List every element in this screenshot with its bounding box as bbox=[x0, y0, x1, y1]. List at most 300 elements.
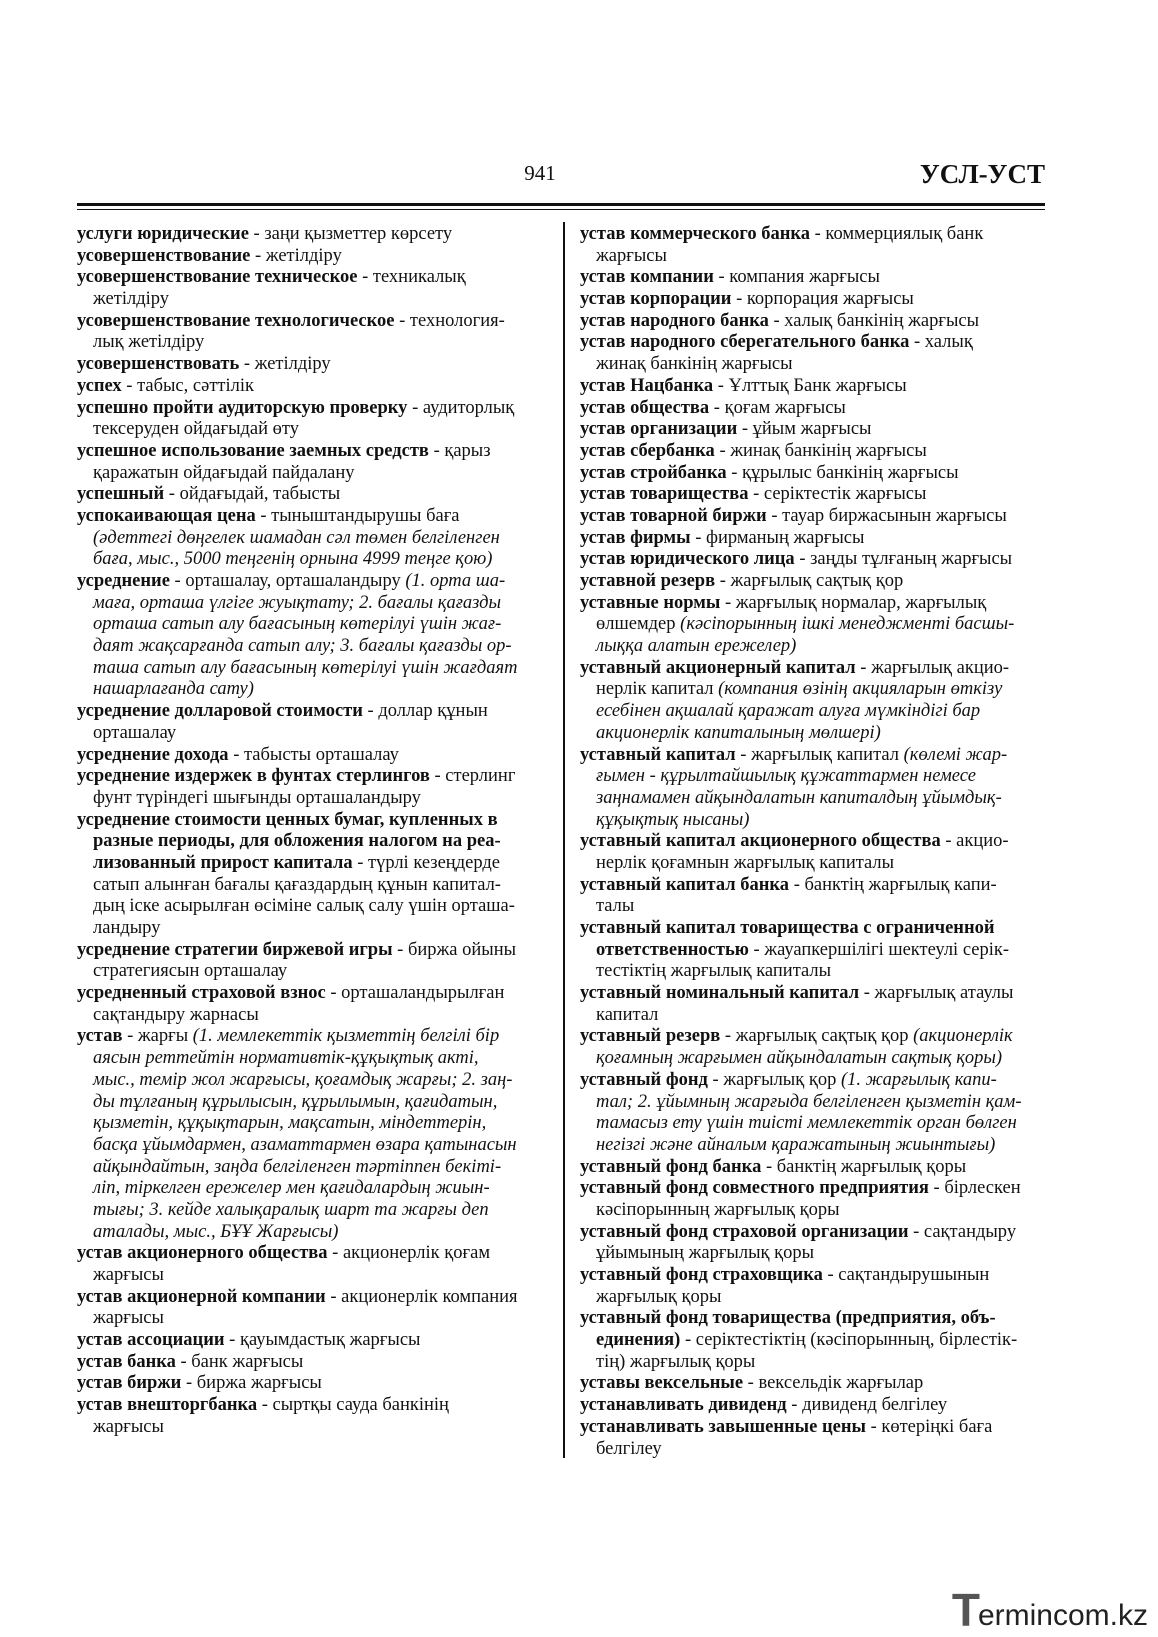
entry-definition: - банктің жарғылық капи- bbox=[789, 874, 997, 895]
dictionary-entry bbox=[580, 267, 1040, 289]
entry-line bbox=[580, 1135, 1040, 1157]
entry-definition: - жарғылық капитал bbox=[735, 744, 904, 765]
entry-line bbox=[580, 636, 1040, 658]
entry-definition: - қоғам жарғысы bbox=[709, 397, 846, 418]
entry-definition: - сақтандырушынын bbox=[822, 1265, 990, 1285]
entry-definition: - жарғы bbox=[122, 1026, 193, 1047]
entry-line bbox=[580, 1048, 1040, 1070]
entry-line-text bbox=[580, 1373, 923, 1395]
entry-line bbox=[77, 810, 532, 832]
entry-note: қызметін, құқықтарын, мақсатын, міндеттерін, bbox=[93, 1113, 487, 1134]
entry-line-text bbox=[596, 1352, 755, 1374]
entry-line-text bbox=[93, 528, 500, 550]
entry-line-text bbox=[77, 571, 505, 593]
entry-note: (компания өзінің акцияларын өткізу bbox=[718, 679, 1003, 700]
entry-line-text bbox=[93, 1308, 164, 1330]
entry-line bbox=[580, 571, 1040, 593]
entry-line bbox=[580, 463, 1040, 485]
entry-definition: - техникалық bbox=[357, 267, 466, 288]
header-rule-thin bbox=[77, 209, 1045, 210]
entry-line-text bbox=[93, 831, 501, 853]
entry-line-text bbox=[77, 441, 491, 463]
entry-line-text bbox=[580, 484, 926, 506]
entry-line bbox=[580, 1200, 1040, 1222]
entry-note: нашарлағанда сату) bbox=[93, 679, 254, 700]
entry-line bbox=[77, 1373, 532, 1395]
entry-term: усреднение издержек в фунтах стерлингов bbox=[77, 766, 430, 787]
entry-definition: - жарғылық акцио- bbox=[855, 657, 1010, 678]
entry-line-text bbox=[93, 918, 160, 940]
entry-line bbox=[77, 246, 532, 268]
entry-line bbox=[77, 896, 532, 918]
entry-line bbox=[580, 1352, 1040, 1374]
entry-note: мыс., темір жол жарғысы, қоғамдық жарғы; 2. заң- bbox=[93, 1069, 513, 1090]
entry-line bbox=[77, 1070, 532, 1092]
entry-definition: - қауымдастық жарғысы bbox=[224, 1330, 421, 1351]
entry-line bbox=[77, 1330, 532, 1352]
entry-line-text bbox=[93, 1070, 512, 1092]
entry-definition: - стерлинг bbox=[429, 766, 516, 787]
entry-line-text bbox=[580, 549, 1012, 571]
entry-line-text bbox=[580, 267, 880, 289]
logo-initial: T bbox=[951, 1584, 980, 1636]
entry-line-text bbox=[580, 571, 903, 593]
entry-term: устав bbox=[77, 1026, 123, 1047]
entry-line-text bbox=[596, 940, 1009, 962]
entry-note: (1. мемлекеттік қызметтің белгілі бір bbox=[192, 1026, 500, 1047]
entry-line-text bbox=[580, 1395, 947, 1417]
entry-term: уставный фонд банка bbox=[580, 1156, 762, 1177]
entry-line-text bbox=[77, 1373, 322, 1395]
entry-term: уставный фонд страховой организации bbox=[580, 1221, 909, 1242]
entry-line bbox=[77, 267, 532, 289]
entry-term: услуги юридические bbox=[77, 224, 249, 244]
dictionary-entry bbox=[77, 224, 532, 246]
dictionary-entry bbox=[580, 289, 1040, 311]
entry-line bbox=[77, 853, 532, 875]
entry-line-text bbox=[596, 1005, 658, 1027]
entry-line-text bbox=[93, 1048, 479, 1070]
entry-definition: - акцио- bbox=[940, 831, 1009, 852]
entry-definition: тің) жарғылық қоры bbox=[596, 1351, 756, 1372]
entry-line-text bbox=[596, 1330, 1017, 1352]
entry-term: усреднение стратегии биржевой игры bbox=[77, 939, 393, 960]
entry-line bbox=[580, 1287, 1040, 1309]
entry-definition: - вексельдік жарғылар bbox=[743, 1373, 924, 1394]
entry-term: усреднение bbox=[77, 571, 170, 591]
entry-line bbox=[580, 875, 1040, 897]
entry-line bbox=[580, 1330, 1040, 1352]
dictionary-entry bbox=[580, 463, 1040, 485]
entry-line-text bbox=[596, 246, 667, 268]
entry-line bbox=[580, 810, 1040, 832]
entry-note: (кәсіпорынның ішкі менеджменті басшы- bbox=[680, 614, 1015, 635]
entry-definition: - жарғылық нормалар, жарғылық bbox=[720, 592, 987, 613]
entry-line bbox=[77, 593, 532, 615]
entry-line bbox=[580, 1092, 1040, 1114]
entry-definition: талы bbox=[596, 896, 635, 917]
entry-term: уставный капитал акционерного общества bbox=[580, 831, 941, 852]
entry-line-text bbox=[580, 289, 914, 311]
entry-definition: кәсіпорынның жарғылық қоры bbox=[596, 1199, 840, 1220]
entry-line-text bbox=[580, 1070, 997, 1092]
entry-line bbox=[77, 701, 532, 723]
entry-line-text bbox=[580, 1178, 1021, 1200]
entry-line-text bbox=[580, 376, 907, 398]
entry-definition: лық жетілдіру bbox=[93, 332, 205, 353]
entry-line-text bbox=[580, 875, 997, 897]
dictionary-entry bbox=[580, 1417, 1040, 1460]
entry-line-text bbox=[596, 354, 793, 376]
entry-line-text bbox=[93, 658, 517, 680]
dictionary-entry bbox=[580, 549, 1040, 571]
entry-line bbox=[580, 745, 1040, 767]
entry-line bbox=[77, 332, 532, 354]
entry-term: уставный номинальный капитал bbox=[580, 983, 860, 1004]
entry-definition: - жарғылық атаулы bbox=[859, 983, 1014, 1004]
dictionary-entry bbox=[580, 658, 1040, 745]
entry-line-text bbox=[580, 528, 864, 550]
entry-definition: дың іске асырылған өсіміне салық салу үшін орташа- bbox=[93, 896, 515, 917]
dictionary-entry bbox=[77, 571, 532, 701]
entry-line bbox=[580, 354, 1040, 376]
entry-line bbox=[580, 441, 1040, 463]
entry-line bbox=[77, 1243, 532, 1265]
entry-term: усреднение дохода bbox=[77, 744, 229, 765]
entry-definition: - жарғылық сақтық қор bbox=[715, 571, 904, 591]
entry-term: устанавливать завышенные цены bbox=[580, 1416, 866, 1437]
entry-line bbox=[580, 289, 1040, 311]
entry-line bbox=[580, 723, 1040, 745]
entry-note: (акционерлік bbox=[913, 1026, 1013, 1047]
entry-definition: жарғысы bbox=[93, 1265, 164, 1285]
entry-term: уставной резерв bbox=[580, 571, 716, 591]
entry-line-text bbox=[580, 463, 959, 485]
entry-line-text bbox=[77, 224, 452, 246]
entry-term: устав банка bbox=[77, 1351, 176, 1372]
entry-line-text bbox=[77, 766, 515, 788]
entry-line bbox=[580, 1222, 1040, 1244]
entry-line bbox=[77, 745, 532, 767]
dictionary-entry bbox=[580, 831, 1040, 874]
dictionary-entry bbox=[580, 441, 1040, 463]
entry-definition: - тауар биржасынын жарғысы bbox=[766, 505, 1007, 526]
entry-line-text bbox=[580, 593, 986, 615]
entry-line bbox=[77, 723, 532, 745]
dictionary-entry bbox=[77, 940, 532, 983]
entry-definition: - сыртқы сауда банкінің bbox=[257, 1395, 449, 1416]
entry-line-text bbox=[580, 398, 846, 420]
entry-line bbox=[77, 354, 532, 376]
entry-definition: тестіктің жарғылық капиталы bbox=[596, 961, 832, 982]
entry-term: ответственностью bbox=[596, 939, 749, 960]
entry-definition: жарғылық қоры bbox=[596, 1286, 722, 1307]
entry-term: устав акционерного общества bbox=[77, 1243, 328, 1264]
dictionary-entry bbox=[77, 983, 532, 1026]
dictionary-entry bbox=[77, 745, 532, 767]
entry-definition: нерлік капитал bbox=[596, 679, 719, 700]
entry-line bbox=[580, 658, 1040, 680]
entry-term: уставный капитал bbox=[580, 744, 736, 765]
entry-definition: орташалау bbox=[93, 722, 177, 743]
entry-note: лыққа алатын ережелер) bbox=[596, 636, 797, 657]
entry-line-text bbox=[596, 1287, 721, 1309]
entry-term: устав коммерческого банка bbox=[580, 224, 810, 244]
entry-definition: - биржа ойыны bbox=[392, 939, 517, 960]
entry-term: успех bbox=[77, 375, 122, 396]
entry-line bbox=[580, 1113, 1040, 1135]
entry-line-text bbox=[77, 376, 254, 398]
entry-term: устав стройбанка bbox=[580, 462, 727, 483]
entry-line-text bbox=[93, 1157, 501, 1179]
entry-line-text bbox=[93, 961, 287, 983]
entry-line-text bbox=[596, 896, 634, 918]
entry-note: ліп, тіркелген ережелер мен қағидалардың жиын- bbox=[93, 1178, 490, 1199]
entry-note: ғымен - құрылтайшылық құжаттармен немесе bbox=[596, 766, 976, 787]
dictionary-entry bbox=[580, 376, 1040, 398]
entry-line bbox=[580, 918, 1040, 940]
entry-line-text bbox=[77, 506, 460, 528]
entry-line bbox=[580, 940, 1040, 962]
entry-line-text bbox=[93, 896, 515, 918]
entry-line-text bbox=[596, 1439, 662, 1461]
entry-line bbox=[77, 766, 532, 788]
entry-line-text bbox=[596, 1092, 1022, 1114]
dictionary-entry bbox=[77, 246, 532, 268]
entry-definition: - Ұлттық Банк жарғысы bbox=[713, 375, 907, 396]
entry-definition: - доллар құнын bbox=[362, 701, 488, 722]
dictionary-entry bbox=[580, 1070, 1040, 1157]
dictionary-entry bbox=[580, 745, 1040, 832]
entry-definition: жарғысы bbox=[93, 1308, 164, 1329]
entry-note: тығы; 3. кейде халықаралық шарт та жарғы деп bbox=[93, 1199, 489, 1220]
entry-line bbox=[580, 376, 1040, 398]
entry-line bbox=[77, 614, 532, 636]
entry-definition: - орташалау, орташаландыру bbox=[169, 571, 406, 591]
entry-line-text bbox=[580, 506, 1007, 528]
entry-line bbox=[77, 1395, 532, 1417]
entry-note: аталады, мыс., БҰҰ Жарғысы) bbox=[93, 1221, 339, 1242]
entry-definition: белгілеу bbox=[596, 1438, 662, 1459]
entry-line bbox=[580, 831, 1040, 853]
entry-line bbox=[77, 875, 532, 897]
entry-definition: сатып алынған бағалы қағаздардың құнын капитал- bbox=[93, 874, 501, 895]
entry-line-text bbox=[77, 484, 340, 506]
entry-note: заңнамамен айқындалатын капиталдың ұйымдық- bbox=[596, 787, 1002, 808]
entry-line bbox=[580, 593, 1040, 615]
entry-line-text bbox=[93, 1222, 338, 1244]
entry-line bbox=[77, 1265, 532, 1287]
entry-line bbox=[580, 1308, 1040, 1330]
dictionary-entry bbox=[77, 267, 532, 310]
entry-line-text bbox=[93, 419, 299, 441]
entry-note: құқықтық нысаны) bbox=[596, 809, 750, 830]
entry-line bbox=[77, 571, 532, 593]
entry-line-text bbox=[77, 1330, 420, 1352]
entry-line bbox=[580, 267, 1040, 289]
entry-definition: өлшемдер bbox=[596, 614, 681, 635]
entry-line-text bbox=[596, 1113, 1017, 1135]
entry-term: устав народного сберегательного банка bbox=[580, 332, 910, 353]
entry-term: уставные нормы bbox=[580, 592, 721, 613]
entry-note: қоғамның жарғымен айқындалатын сақтық қоры) bbox=[596, 1048, 1003, 1069]
entry-line bbox=[77, 1092, 532, 1114]
entry-term: устав сбербанка bbox=[580, 440, 715, 461]
entry-line bbox=[77, 1352, 532, 1374]
entry-line-text bbox=[93, 679, 254, 701]
entry-line-text bbox=[596, 723, 881, 745]
entry-line bbox=[580, 1070, 1040, 1092]
entry-line-text bbox=[93, 1417, 164, 1439]
entry-line-text bbox=[580, 224, 983, 246]
entry-definition: - корпорация жарғысы bbox=[731, 289, 914, 310]
entry-note: тамасыз ету үшін тиісті мемлекеттік орган бөлген bbox=[596, 1113, 1017, 1134]
dictionary-entry bbox=[77, 1243, 532, 1286]
entry-definition: - табыс, сәттілік bbox=[121, 375, 254, 396]
entry-line bbox=[580, 701, 1040, 723]
dictionary-entry bbox=[580, 593, 1040, 658]
page-number: 941 bbox=[524, 161, 556, 185]
entry-line-text bbox=[596, 1243, 814, 1265]
entry-definition: - жинақ банкінің жарғысы bbox=[714, 440, 927, 461]
dictionary-entry bbox=[77, 810, 532, 940]
site-logo bbox=[951, 1584, 1148, 1636]
entry-definition: жарғысы bbox=[596, 245, 667, 266]
entry-line bbox=[580, 398, 1040, 420]
dictionary-entry bbox=[77, 398, 532, 441]
entry-line-text bbox=[596, 961, 831, 983]
entry-term: разные периоды, для обложения налогом на реа- bbox=[93, 831, 501, 852]
entry-line-text bbox=[596, 701, 980, 723]
entry-line bbox=[580, 1373, 1040, 1395]
entry-line bbox=[580, 332, 1040, 354]
entry-note: даят жақсарғанда сатып алу; 3. бағалы қағазды ор- bbox=[93, 636, 512, 657]
entry-term: уставный фонд совместного предприятия bbox=[580, 1178, 929, 1199]
entry-note: акционерлік капиталының мөлшері) bbox=[596, 722, 881, 743]
entry-line-text bbox=[580, 419, 871, 441]
entry-term: устав народного банка bbox=[580, 310, 769, 331]
entry-definition: - жауапкершілігі шектеулі серік- bbox=[748, 939, 1009, 960]
entry-definition: - банктің жарғылық қоры bbox=[761, 1156, 967, 1177]
entry-term: устав корпорации bbox=[580, 289, 732, 310]
entry-line bbox=[77, 983, 532, 1005]
entry-line-text bbox=[93, 1200, 489, 1222]
dictionary-entry bbox=[580, 1157, 1040, 1179]
entry-line-text bbox=[93, 1135, 517, 1157]
entry-line bbox=[77, 1005, 532, 1027]
entry-line bbox=[580, 1026, 1040, 1048]
entry-line bbox=[77, 831, 532, 853]
entry-line-text bbox=[93, 1265, 164, 1287]
dictionary-entry bbox=[580, 398, 1040, 420]
entry-definition: - фирманың жарғысы bbox=[690, 527, 865, 548]
entry-line-text bbox=[77, 745, 399, 767]
entry-line bbox=[77, 398, 532, 420]
entry-definition: - жетілдіру bbox=[250, 245, 342, 266]
entry-note: (көлемі жар- bbox=[903, 744, 1008, 765]
entry-note: басқа ұйымдармен, азаматтармен өзара қатынасын bbox=[93, 1134, 517, 1155]
entry-line-text bbox=[77, 311, 505, 333]
entry-line bbox=[580, 1005, 1040, 1027]
entry-term: устав Нацбанка bbox=[580, 375, 714, 396]
entry-definition: - коммерциялық банк bbox=[809, 224, 984, 244]
entry-definition: - биржа жарғысы bbox=[181, 1373, 322, 1394]
dictionary-entry bbox=[580, 571, 1040, 593]
entry-line-text bbox=[93, 289, 169, 311]
entry-definition: - акционерлік компания bbox=[325, 1286, 518, 1307]
entry-definition: - тыныштандырушы баға bbox=[255, 505, 460, 526]
entry-term: успешное использование заемных средств bbox=[77, 440, 429, 461]
dictionary-column-right bbox=[580, 224, 1040, 1460]
entry-line bbox=[580, 1178, 1040, 1200]
entry-term: усовершенствование техническое bbox=[77, 267, 358, 288]
entry-line-text bbox=[580, 918, 995, 940]
dictionary-entry bbox=[77, 506, 532, 571]
entry-note: орташа сатып алу бағасының көтерілуі үшін жағ- bbox=[93, 614, 502, 635]
entry-line-text bbox=[77, 810, 498, 832]
entry-line bbox=[580, 896, 1040, 918]
dictionary-entry bbox=[77, 1373, 532, 1395]
dictionary-entry bbox=[77, 1395, 532, 1438]
entry-line bbox=[77, 1287, 532, 1309]
entry-definition: - заңи қызметтер көрсету bbox=[248, 224, 453, 244]
entry-line-text bbox=[93, 636, 512, 658]
dictionary-entry bbox=[580, 484, 1040, 506]
entry-definition: - халық банкінің жарғысы bbox=[768, 310, 980, 331]
entry-definition: - серіктестіктің (кәсіпорынның, бірлестік- bbox=[680, 1330, 1018, 1351]
entry-line bbox=[77, 549, 532, 571]
entry-line bbox=[580, 983, 1040, 1005]
entry-line bbox=[580, 614, 1040, 636]
entry-definition: - серіктестік жарғысы bbox=[748, 484, 927, 505]
entry-line bbox=[580, 679, 1040, 701]
entry-line-text bbox=[580, 311, 979, 333]
entry-term: устав товарной биржи bbox=[580, 505, 767, 526]
entry-definition: жетілдіру bbox=[93, 289, 170, 310]
entry-line-text bbox=[77, 267, 466, 289]
entry-note: (1. орта ша- bbox=[405, 571, 506, 591]
entry-note: ды тұлғаның құрылысын, құрылымын, қағидатын, bbox=[93, 1091, 498, 1112]
dictionary-entry bbox=[77, 1287, 532, 1330]
entry-line-text bbox=[93, 593, 501, 615]
entry-definition: - қарыз bbox=[428, 440, 491, 461]
entry-line-text bbox=[93, 1178, 490, 1200]
entry-line bbox=[77, 484, 532, 506]
dictionary-entry bbox=[580, 1395, 1040, 1417]
dictionary-entry bbox=[580, 311, 1040, 333]
entry-definition: - жарғылық қор bbox=[707, 1069, 841, 1090]
entry-line-text bbox=[77, 701, 488, 723]
entry-line bbox=[580, 1417, 1040, 1439]
entry-line bbox=[77, 940, 532, 962]
entry-note: тал; 2. ұйымның жарғыда белгіленген қызметін қам- bbox=[596, 1091, 1022, 1112]
entry-note: баға, мыс., 5000 теңгенің орнына 4999 теңге қою) bbox=[93, 549, 493, 570]
entry-line bbox=[77, 1048, 532, 1070]
entry-line bbox=[77, 311, 532, 333]
dictionary-entry bbox=[77, 1026, 532, 1243]
entry-line bbox=[77, 1157, 532, 1179]
column-divider bbox=[563, 222, 565, 1458]
entry-definition: - банк жарғысы bbox=[175, 1351, 304, 1372]
dictionary-entry bbox=[77, 1352, 532, 1374]
entry-line-text bbox=[93, 1092, 497, 1114]
logo-text: ermincom.kz bbox=[977, 1599, 1148, 1632]
entry-line bbox=[580, 506, 1040, 528]
entry-term: лизованный прирост капитала bbox=[93, 852, 353, 873]
entry-line-text bbox=[77, 354, 331, 376]
entry-term: устав организации bbox=[580, 419, 738, 440]
entry-term: усреднение стоимости ценных бумаг, купленных в bbox=[77, 809, 498, 830]
